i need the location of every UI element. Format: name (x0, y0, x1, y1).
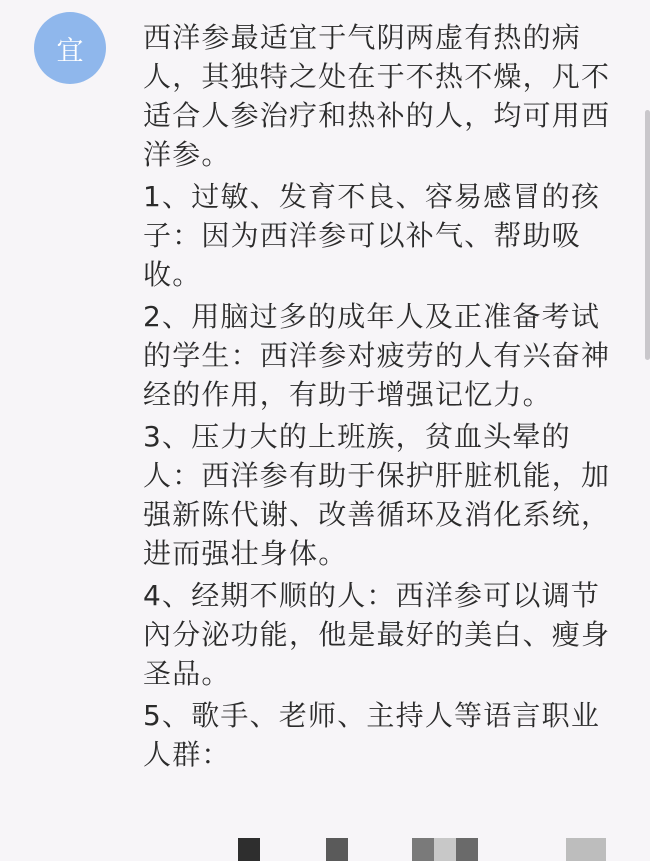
pixelated-block (238, 838, 260, 861)
intro-paragraph: 西洋参最适宜于气阴两虚有热的病人，其独特之处在于不热不燥，凡不适合人参治疗和热补的人，均可用西洋参。 (143, 21, 611, 171)
pixelated-block (456, 838, 478, 861)
suitable-badge-label: 宜 (56, 35, 84, 67)
pixelated-block (412, 838, 434, 861)
list-item-3: 3、压力大的上班族，贫血头晕的人：西洋参有助于保护肝脏机能，加强新陈代谢、改善循环及消化系统，进而强壮身体。 (143, 420, 611, 570)
list-item-4: 4、经期不顺的人：西洋参可以调节內分泌功能，他是最好的美白、瘦身圣品。 (143, 579, 611, 690)
article-content (143, 18, 623, 777)
list-item-2: 2、用脑过多的成年人及正准备考试的学生：西洋参对疲劳的人有兴奋神经的作用，有助于增强记忆力。 (143, 300, 611, 411)
list-item-1: 1、过敏、发育不良、容易感冒的孩子：因为西洋参可以补气、帮助吸收。 (143, 180, 601, 291)
pixelated-block (434, 838, 456, 861)
scrollbar[interactable] (645, 110, 650, 360)
list-item-5: 5、歌手、老师、主持人等语言职业人群： (143, 699, 601, 771)
suitable-badge (34, 12, 106, 84)
pixelated-block (566, 838, 606, 861)
pixelated-block (326, 838, 348, 861)
